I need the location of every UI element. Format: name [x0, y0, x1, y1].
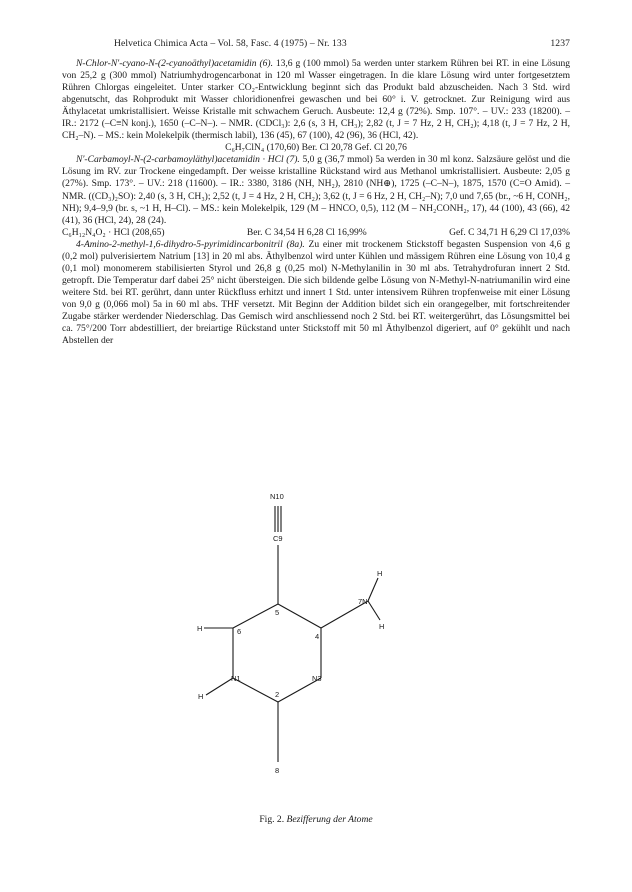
bond-lines: [204, 506, 383, 762]
atom-label-c8: 8: [275, 766, 280, 775]
bond-c5-c6: [233, 604, 278, 628]
atom-label-h-n1: H: [198, 692, 204, 701]
caption-prefix: Fig. 2.: [259, 814, 287, 825]
compound-7-name: N'-Carbamoyl-N-(2-carbamoyläthyl)acetamidin · HCl (7).: [76, 154, 300, 166]
compound-6-name: N-Chlor-N'-cyano-N-(2-cyanoäthyl)acetamidin (6).: [76, 58, 273, 69]
compound-8a-name: 4-Amino-2-methyl-1,6-dihydro-5-pyrimidincarbonitril (8a).: [76, 238, 305, 250]
formula-7-calculated: Ber. C 34,54 H 6,28 Cl 16,99%: [246, 226, 367, 238]
figure-caption: [0, 814, 632, 825]
formula-compound-7: [62, 227, 570, 239]
atom-label-n3: N3: [312, 674, 322, 683]
running-header: [62, 38, 570, 52]
atom-labels: [197, 492, 384, 775]
compound-6-procedure: 13,6 g (100 mmol) 5a werden unter starkem Rühren bei RT. in eine Lösung von 25,2 g (300 mmol) Natriumhydrogencarbonat in 120 ml Wasser eingetragen. In die klare Lösung wird unter fortgesetztem Rühren Chlorgas eingeleitet. Unter starker CO₂-Entwicklung beginnt sich das Produkt bald abzuscheiden. Nach 3 Std. wird abgenutscht, das Rohprodukt mit Wasser chloridionenfrei gewaschen und bei 60° i. V. getrocknet. Zur Reinigung wird aus Äthylacetat umkristallisiert. Weisse Kristalle mit schwachem Geruch. Ausbeute: 12,4 g (72%). Smp. 107°. – UV.: 233 (18200). – IR.: 2172 (–C≡N konj.), 1650 (–C–N–). – NMR. (CDCl₃): 2,6 (s, 3 H, CH₃); 2,82 (t, J = 7 Hz, 2 H, CH₂); 4,18 (t, J = 7 Hz, 2 H, CH₂–N). – MS.: kein Molekelpik (thermisch labil), 136 (45), 67 (100), 42 (96), 36 (HCl, 42).: [62, 58, 570, 142]
atom-label-n7: 7N: [358, 597, 368, 606]
formula-7-molecular: C₆H₁₂N₄O₂ · HCl (208,65): [62, 226, 165, 238]
atom-numbering-diagram: [140, 488, 440, 788]
bond-n1-h: [206, 678, 233, 695]
atom-label-h-c6: H: [197, 624, 203, 633]
atom-label-c2: 2: [275, 690, 280, 699]
body-text: [62, 58, 570, 347]
bond-n7-h-lower: [368, 601, 380, 620]
atom-label-n10: N10: [270, 492, 284, 501]
atom-label-c5: 5: [275, 608, 280, 617]
formula-compound-6: C₆H₇ClN₄ (170,60) Ber. Cl 20,78 Gef. Cl 20,76: [225, 142, 407, 154]
atom-label-c6: 6: [237, 627, 242, 636]
paragraph-compound-8a: [62, 239, 570, 347]
bond-c5-c4: [278, 604, 321, 628]
formula-7-found: Gef. C 34,71 H 6,29 Cl 17,03%: [449, 226, 570, 238]
page-number: 1237: [550, 38, 570, 49]
compound-8a-procedure: Zu einer mit trockenem Stickstoff begasten Suspension von 4,6 g (0,2 mol) pulverisiertem Natrium [13] in 20 ml abs. Äthylbenzol wird unter Kühlen und mässigem Rühren eine Lösung von 10,4 g (0,1 mol) monomerem stabilisierten Styrol und 26,8 g (0,25 mol) N-Methylanilin in 30 ml abs. Tetrahydrofuran innert 2 Std. getropft. Die Temperatur darf dabei 25° nicht übersteigen. Die sich bildende gelbe Lösung von N-Methyl-N-natriumanilin wird eine weitere Std. bei RT. gerührt, dann unter Rückfluss erhitzt und innert 1 Std. unter intensivem Rühren tropfenweise mit einer Lösung von 9,0 g (0,066 mol) 5a in 60 ml abs. THF versetzt. Mit Beginn der Addition bildet sich ein orangegelber, mit fortschreitender Zugabe stärker werdender Niederschlag. Das Gemisch wird anschliessend noch 2 Std. bei RT. weitergerührt, das Lösungsmittel bei ca. 75°/200 Torr abdestilliert, der breiartige Rückstand unter Stickstoff mit 50 ml Äthylbenzol digeriert, auf 0° gekühlt und nach Abstellen der: [62, 238, 570, 347]
compound-7-procedure: 5,0 g (36,7 mmol) 5a werden in 30 ml konz. Salzsäure gelöst und die Lösung im RV. zur Trockene eingedampft. Der weisse kristalline Rückstand wird aus Methanol umkristallisiert. Ausbeute: 2,05 g (27%). Smp. 173°. – UV.: 218 (11600). – IR.: 3380, 3186 (NH, NH₂), 2810 (NH⊕), 1725 (–C–N–), 1875, 1570 (C=O Amid). – NMR. ((CD₃)₂SO): 2,40 (s, 3 H, CH₃); 2,52 (t, J = 4 Hz, 2 H, CH₂); 3,62 (t, J = 6 Hz, 2 H, CH₂–N); 7,0 und 7,65 (br., ~6 H, CONH₂, NH); 9,4–9,9 (br. s, ~1 H, H–Cl). – MS.: kein Molekelpik, 129 (M – HNCO, 0,5), 112 (M – NH₂CONH₂, 17), 44 (100), 43 (66), 42 (41), 36 (HCl, 24), 28 (24).: [62, 154, 570, 226]
atom-label-h-n7-lower: H: [379, 622, 385, 631]
atom-label-h-n7-upper: H: [377, 569, 383, 578]
paragraph-compound-7: [62, 154, 570, 226]
bond-n7-h-upper: [368, 578, 378, 601]
paragraph-compound-6: [62, 58, 570, 142]
caption-title: Bezifferung der Atome: [286, 814, 373, 825]
atom-label-c9: C9: [273, 534, 283, 543]
running-title: Helvetica Chimica Acta – Vol. 58, Fasc. 4 (1975) – Nr. 133: [114, 38, 347, 49]
atom-label-n1: N1: [231, 674, 241, 683]
atom-label-c4: 4: [315, 632, 320, 641]
